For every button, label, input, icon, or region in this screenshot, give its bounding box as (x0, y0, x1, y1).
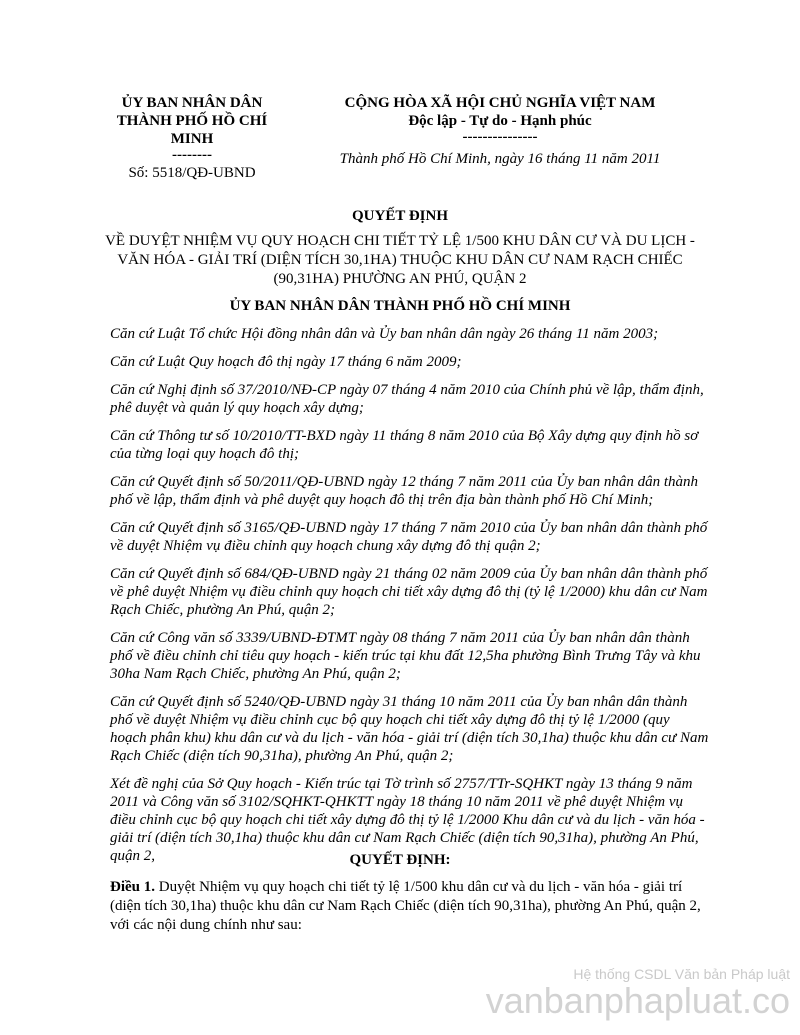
document-subject: VỀ DUYỆT NHIỆM VỤ QUY HOẠCH CHI TIẾT TỶ LỆ 1/500 KHU DÂN CƯ VÀ DU LỊCH - VĂN HÓA - GIẢI TRÍ (DIỆN TÍCH 30,1HA) THUỘC KHU DÂN CƯ NAM RẠCH CHIẾC (90,31HA) PHƯỜNG AN PHÚ, QUẬN 2 (105, 233, 695, 287)
authority-separator: -------- (172, 147, 212, 163)
national-title-block (300, 94, 700, 168)
legal-bases (110, 325, 710, 875)
legal-basis-item: Căn cứ Nghị định số 37/2010/NĐ-CP ngày 07 tháng 4 năm 2010 của Chính phủ về lập, thẩm định, phê duyệt và quản lý quy hoạch xây dựng; (110, 382, 704, 416)
authority-name-line2: THÀNH PHỐ HỒ CHÍ (116, 113, 268, 129)
watermark-caption: Hệ thống CSDL Văn bản Pháp luật (573, 966, 790, 982)
legal-basis-item: Xét đề nghị của Sở Quy hoạch - Kiến trúc tại Tờ trình số 2757/TTr-SQHKT ngày 13 tháng 9 năm 2011 và Công văn số 3102/SQHKT-QHKTT ngày 18 tháng 10 năm 2011 về phê duyệt Nhiệm vụ điều chỉnh cục bộ quy hoạch chi tiết xây dựng đô thị tỷ lệ 1/2000 Khu dân cư và du lịch - văn hóa - giải trí (diện tích 30,1ha) thuộc khu dân cư Nam Rạch Chiếc (diện tích 90,31ha), phường An Phú, quận 2, (110, 776, 705, 864)
motto-separator: --------------- (462, 129, 538, 145)
legal-basis-item: Căn cứ Quyết định số 50/2011/QĐ-UBND ngày 12 tháng 7 năm 2011 của Ủy ban nhân dân thành phố về lập, thẩm định và phê duyệt quy hoạch đô thị trên địa bàn thành phố Hồ Chí Minh; (110, 474, 698, 508)
issuing-authority-block (108, 94, 276, 182)
authority-name-line3: MINH (170, 131, 214, 147)
legal-basis-item: Căn cứ Quyết định số 5240/QĐ-UBND ngày 31 tháng 10 năm 2011 của Ủy ban nhân dân thành phố về duyệt Nhiệm vụ điều chỉnh cục bộ quy hoạch chi tiết xây dựng đô thị tỷ lệ 1/2000 (quy hoạch phân khu) khu dân cư và du lịch - văn hóa - giải trí (diện tích 30,1ha) thuộc khu dân cư Nam Rạch Chiếc (diện tích 90,31ha), phường An Phú, quận 2; (110, 694, 709, 764)
place-and-date: Thành phố Hồ Chí Minh, ngày 16 tháng 11 năm 2011 (339, 151, 661, 167)
watermark-site: vanbanphapluat.co (485, 980, 790, 1021)
legal-basis-item: Căn cứ Thông tư số 10/2010/TT-BXD ngày 11 tháng 8 năm 2010 của Bộ Xây dựng quy định hồ sơ của từng loại quy hoạch đô thị; (110, 428, 699, 462)
article-1-text: Duyệt Nhiệm vụ quy hoạch chi tiết tỷ lệ 1/500 khu dân cư và du lịch - văn hóa - giải trí (diện tích 30,1ha) thuộc khu dân cư Nam Rạch Chiếc (diện tích 90,31ha), phường An Phú, quận 2, với các nội dung chính như sau: (110, 879, 701, 933)
document-number: Số: 5518/QĐ-UBND (128, 165, 256, 181)
legal-basis-item: Căn cứ Luật Quy hoạch đô thị ngày 17 tháng 6 năm 2009; (110, 354, 462, 370)
issuer-heading: ỦY BAN NHÂN DÂN THÀNH PHỐ HỒ CHÍ MINH (229, 298, 571, 314)
article-1 (110, 878, 710, 935)
legal-basis-item: Căn cứ Luật Tổ chức Hội đồng nhân dân và Ủy ban nhân dân ngày 26 tháng 11 năm 2003; (110, 326, 659, 342)
legal-basis-item: Căn cứ Quyết định số 3165/QĐ-UBND ngày 17 tháng 7 năm 2010 của Ủy ban nhân dân thành phố về duyệt Nhiệm vụ điều chỉnh quy hoạch chung xây dựng đô thị quận 2; (110, 520, 708, 554)
authority-name-line1: ỦY BAN NHÂN DÂN (121, 95, 263, 111)
country-name: CỘNG HÒA XÃ HỘI CHỦ NGHĨA VIỆT NAM (344, 95, 656, 111)
document-title: QUYẾT ĐỊNH (352, 208, 448, 224)
document-header (0, 94, 800, 194)
decision-heading: QUYẾT ĐỊNH: (349, 852, 451, 868)
legal-basis-item: Căn cứ Công văn số 3339/UBND-ĐTMT ngày 08 tháng 7 năm 2011 của Ủy ban nhân dân thành phố về điều chỉnh chỉ tiêu quy hoạch - kiến trúc tại khu đất 12,5ha phường Bình Trưng Tây và khu 30ha Nam Rạch Chiếc, phường An Phú, quận 2; (110, 630, 701, 682)
national-motto: Độc lập - Tự do - Hạnh phúc (408, 113, 592, 129)
legal-basis-item: Căn cứ Quyết định số 684/QĐ-UBND ngày 21 tháng 02 năm 2009 của Ủy ban nhân dân thành phố về phê duyệt Nhiệm vụ điều chỉnh quy hoạch chi tiết xây dựng đô thị (tỷ lệ 1/2000) khu dân cư Nam Rạch Chiếc, phường An Phú, quận 2; (110, 566, 708, 618)
article-1-label: Điều 1. (110, 879, 155, 895)
